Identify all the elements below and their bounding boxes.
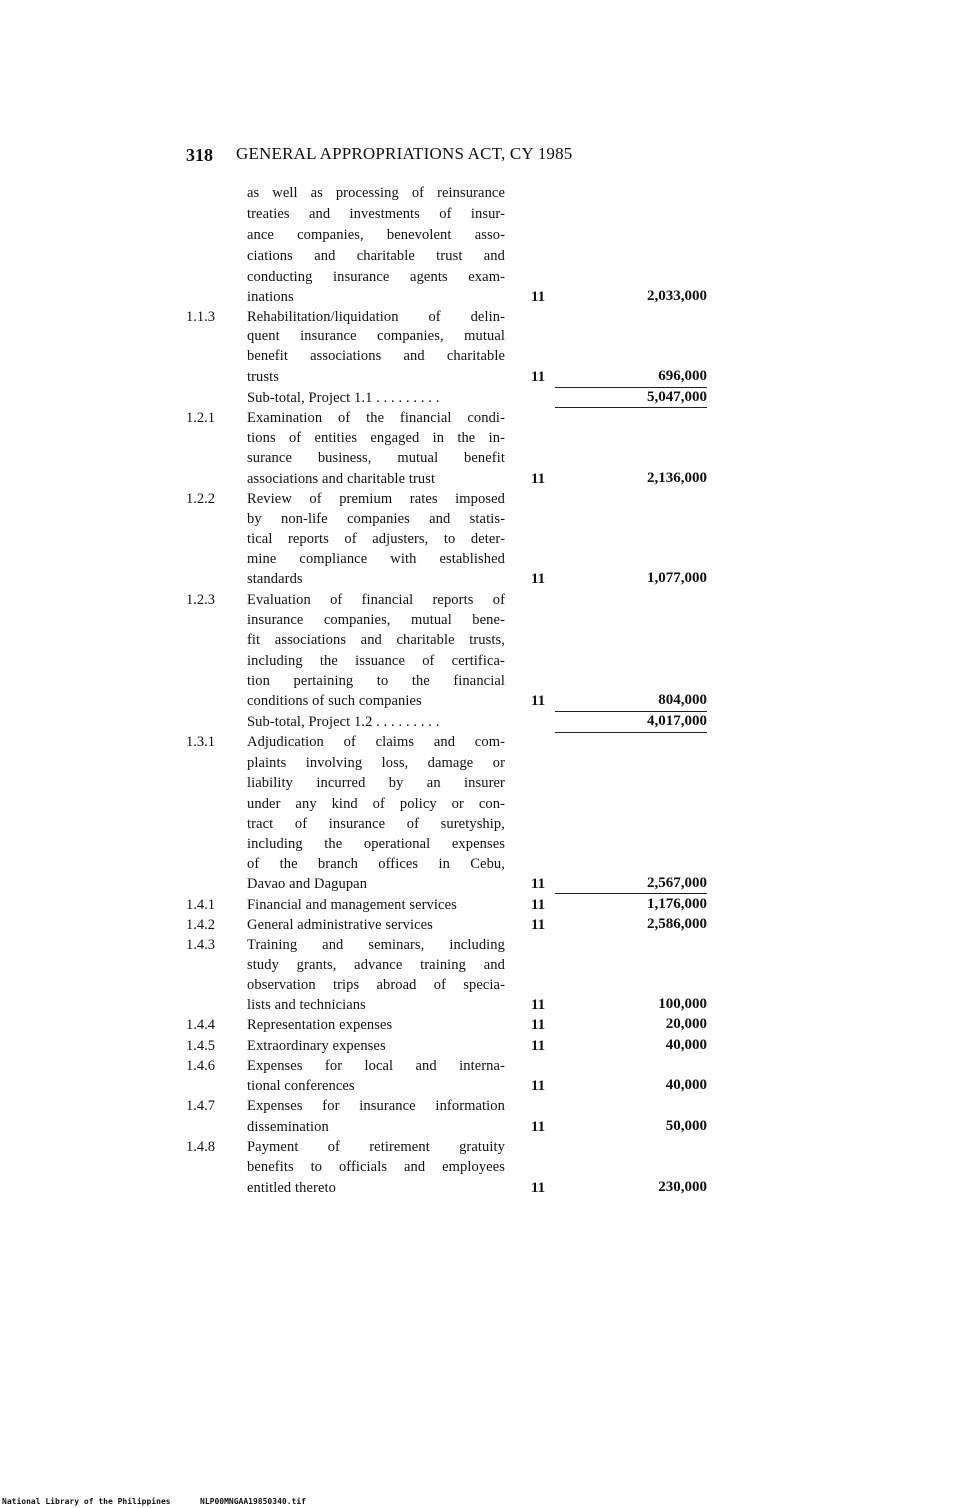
item-code: 1.2.3 [186, 592, 215, 608]
item-fund-code: 11 [531, 369, 546, 385]
item-description-line: Representation expenses [247, 1017, 393, 1033]
item-description-line: mine compliance with established [247, 551, 505, 567]
item-amount: 1,176,000 [647, 896, 707, 912]
item-description-line: study grants, advance training and [247, 957, 505, 973]
item-fund-code: 11 [531, 997, 546, 1013]
item-code: 1.1.3 [186, 309, 215, 325]
item-description-line: ciations and charitable trust and [247, 248, 505, 264]
item-fund-code: 11 [531, 1017, 546, 1033]
underline-rule [555, 407, 707, 408]
subtotal-amount: 5,047,000 [647, 389, 707, 405]
item-description-line: liability incurred by an insurer [247, 775, 505, 791]
item-description-line: entitled thereto [247, 1180, 336, 1196]
item-code: 1.4.8 [186, 1139, 215, 1155]
item-description-line: lists and technicians [247, 997, 366, 1013]
item-description-line: under any kind of policy or con- [247, 796, 505, 812]
item-description-line: benefits to officials and employees [247, 1159, 505, 1175]
item-amount: 2,136,000 [647, 470, 707, 486]
item-description-line: Adjudication of claims and com- [247, 734, 505, 750]
item-amount: 804,000 [658, 692, 707, 708]
item-description-line: surance business, mutual benefit [247, 450, 505, 466]
item-code: 1.4.6 [186, 1058, 215, 1074]
item-description-line: conducting insurance agents exam- [247, 269, 505, 285]
item-amount: 40,000 [665, 1077, 707, 1093]
item-fund-code: 11 [531, 471, 546, 487]
footer-file-id: NLP00MNGAA19850340.tif [200, 1497, 306, 1506]
item-description-line: plaints involving loss, damage or [247, 755, 505, 771]
item-description-line: including the operational expenses [247, 836, 505, 852]
item-description-line: Examination of the financial condi- [247, 410, 505, 426]
item-description-line: Sub-total, Project 1.2 . . . . . . . . . [247, 714, 440, 730]
item-description-line: as well as processing of reinsurance [247, 185, 505, 201]
item-description-line: Expenses for insurance information [247, 1098, 505, 1114]
item-fund-code: 11 [531, 1119, 546, 1135]
item-description-line: tical reports of adjusters, to deter- [247, 531, 505, 547]
item-fund-code: 11 [531, 1078, 546, 1094]
item-description-line: tional conferences [247, 1078, 355, 1094]
item-amount: 1,077,000 [647, 570, 707, 586]
item-description-line: associations and charitable trust [247, 471, 436, 487]
item-code: 1.4.1 [186, 897, 215, 913]
item-code: 1.3.1 [186, 734, 215, 750]
item-description-line: tion pertaining to the financial [247, 673, 505, 689]
item-description-line: including the issuance of certifica- [247, 653, 505, 669]
item-code: 1.2.1 [186, 410, 215, 426]
item-description-line: fit associations and charitable trusts, [247, 632, 505, 648]
item-description-line: treaties and investments of insur- [247, 206, 505, 222]
item-description-line: Evaluation of financial reports of [247, 592, 505, 608]
item-description-line: Payment of retirement gratuity [247, 1139, 505, 1155]
item-fund-code: 11 [531, 917, 546, 933]
item-description-line: Expenses for local and interna- [247, 1058, 505, 1074]
item-description-line: Davao and Dagupan [247, 876, 368, 892]
item-description-line: of the branch offices in Cebu, [247, 856, 505, 872]
item-description-line: conditions of such companies [247, 693, 422, 709]
item-code: 1.4.5 [186, 1038, 215, 1054]
item-code: 1.4.2 [186, 917, 215, 933]
item-code: 1.4.4 [186, 1017, 215, 1033]
subtotal-amount: 4,017,000 [647, 713, 707, 729]
underline-rule [555, 711, 707, 712]
item-fund-code: 11 [531, 571, 546, 587]
item-description-line: Rehabilitation/liquidation of delin- [247, 309, 505, 325]
item-description-line: Financial and management services [247, 897, 457, 913]
item-amount: 2,033,000 [647, 288, 707, 304]
item-description-line: Review of premium rates imposed [247, 491, 505, 507]
item-amount: 696,000 [658, 368, 707, 384]
item-amount: 230,000 [658, 1179, 707, 1195]
item-code: 1.4.3 [186, 937, 215, 953]
item-fund-code: 11 [531, 876, 546, 892]
item-description-line: dissemination [247, 1119, 329, 1135]
item-fund-code: 11 [531, 693, 546, 709]
item-description-line: standards [247, 571, 303, 587]
item-description-line: Sub-total, Project 1.1 . . . . . . . . . [247, 390, 440, 406]
item-description-line: tract of insurance of suretyship, [247, 816, 505, 832]
item-description-line: ance companies, benevolent asso- [247, 227, 505, 243]
item-description-line: by non-life companies and statis- [247, 511, 505, 527]
item-fund-code: 11 [531, 289, 546, 305]
item-description-line: observation trips abroad of specia- [247, 977, 505, 993]
item-fund-code: 11 [531, 1180, 546, 1196]
page-title: GENERAL APPROPRIATIONS ACT, CY 1985 [236, 144, 573, 163]
item-amount: 40,000 [665, 1037, 707, 1053]
footer-library: National Library of the Philippines [2, 1497, 171, 1506]
underline-rule [555, 893, 707, 894]
item-amount: 50,000 [665, 1118, 707, 1134]
item-amount: 20,000 [665, 1016, 707, 1032]
underline-rule [555, 387, 707, 388]
item-description-line: benefit associations and charitable [247, 348, 505, 364]
item-description-line: tions of entities engaged in the in- [247, 430, 505, 446]
item-amount: 2,586,000 [647, 916, 707, 932]
item-code: 1.4.7 [186, 1098, 215, 1114]
item-code: 1.2.2 [186, 491, 215, 507]
item-amount: 2,567,000 [647, 875, 707, 891]
item-description-line: General administrative services [247, 917, 433, 933]
item-description-line: Extraordinary expenses [247, 1038, 386, 1054]
page-number: 318 [186, 145, 213, 165]
item-fund-code: 11 [531, 1038, 546, 1054]
item-description-line: inations [247, 289, 294, 305]
item-amount: 100,000 [658, 996, 707, 1012]
item-description-line: quent insurance companies, mutual [247, 328, 505, 344]
item-fund-code: 11 [531, 897, 546, 913]
item-description-line: Training and seminars, including [247, 937, 505, 953]
item-description-line: insurance companies, mutual bene- [247, 612, 505, 628]
underline-rule [555, 732, 707, 733]
item-description-line: trusts [247, 369, 280, 385]
